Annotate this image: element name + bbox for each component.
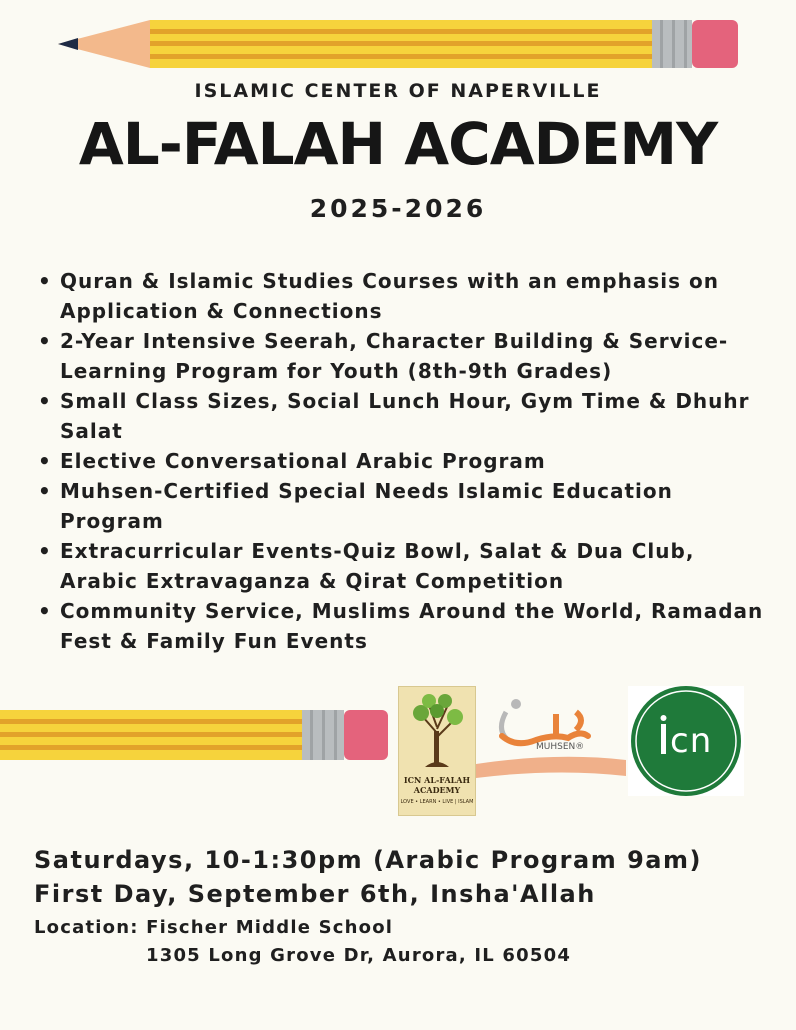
school-year: 2025-2026 [309, 194, 487, 223]
muhsen-mark-icon [476, 690, 626, 786]
list-item: • Elective Conversational Arabic Program [38, 446, 778, 476]
page-title: AL-FALAH ACADEMY [78, 110, 718, 178]
list-item: • Small Class Sizes, Social Lunch Hour, Gym Time & Dhuhr Salat [38, 386, 778, 446]
pencil-middle-icon [0, 706, 390, 764]
features-list [38, 266, 778, 656]
academy-logo-tagline: LOVE • LEARN • LIVE | ISLAM [400, 799, 474, 805]
muhsen-logo-name: MUHSEN® [536, 742, 585, 752]
list-item: • Community Service, Muslims Around the World, Ramadan Fest & Family Fun Events [38, 596, 778, 656]
location-address: 1305 Long Grove Dr, Aurora, IL 60504 [146, 945, 572, 966]
pencil-top-icon [58, 16, 738, 72]
list-item: • Extracurricular Events-Quiz Bowl, Salat & Dua Club, Arabic Extravaganza & Qirat Competition [38, 536, 778, 596]
location-name: Location: Fischer Middle School [34, 917, 394, 938]
first-day: First Day, September 6th, Insha'Allah [34, 880, 596, 908]
tree-icon [399, 687, 475, 771]
list-item: • Muhsen-Certified Special Needs Islamic Education Program [38, 476, 778, 536]
academy-logo [398, 686, 476, 816]
schedule-hours: Saturdays, 10-1:30pm (Arabic Program 9am) [34, 846, 702, 874]
list-item: • Quran & Islamic Studies Courses with an emphasis on Application & Connections [38, 266, 778, 326]
organization-name: ISLAMIC CENTER OF NAPERVILLE [194, 80, 602, 102]
icn-logo [628, 686, 744, 796]
list-item: • 2-Year Intensive Seerah, Character Building & Service-Learning Program for Youth (8th-9th Grades) [38, 326, 778, 386]
academy-logo-name: ICN AL-FALAH ACADEMY [403, 775, 471, 795]
muhsen-logo [476, 690, 626, 786]
icn-logo-name: cn [670, 721, 713, 761]
